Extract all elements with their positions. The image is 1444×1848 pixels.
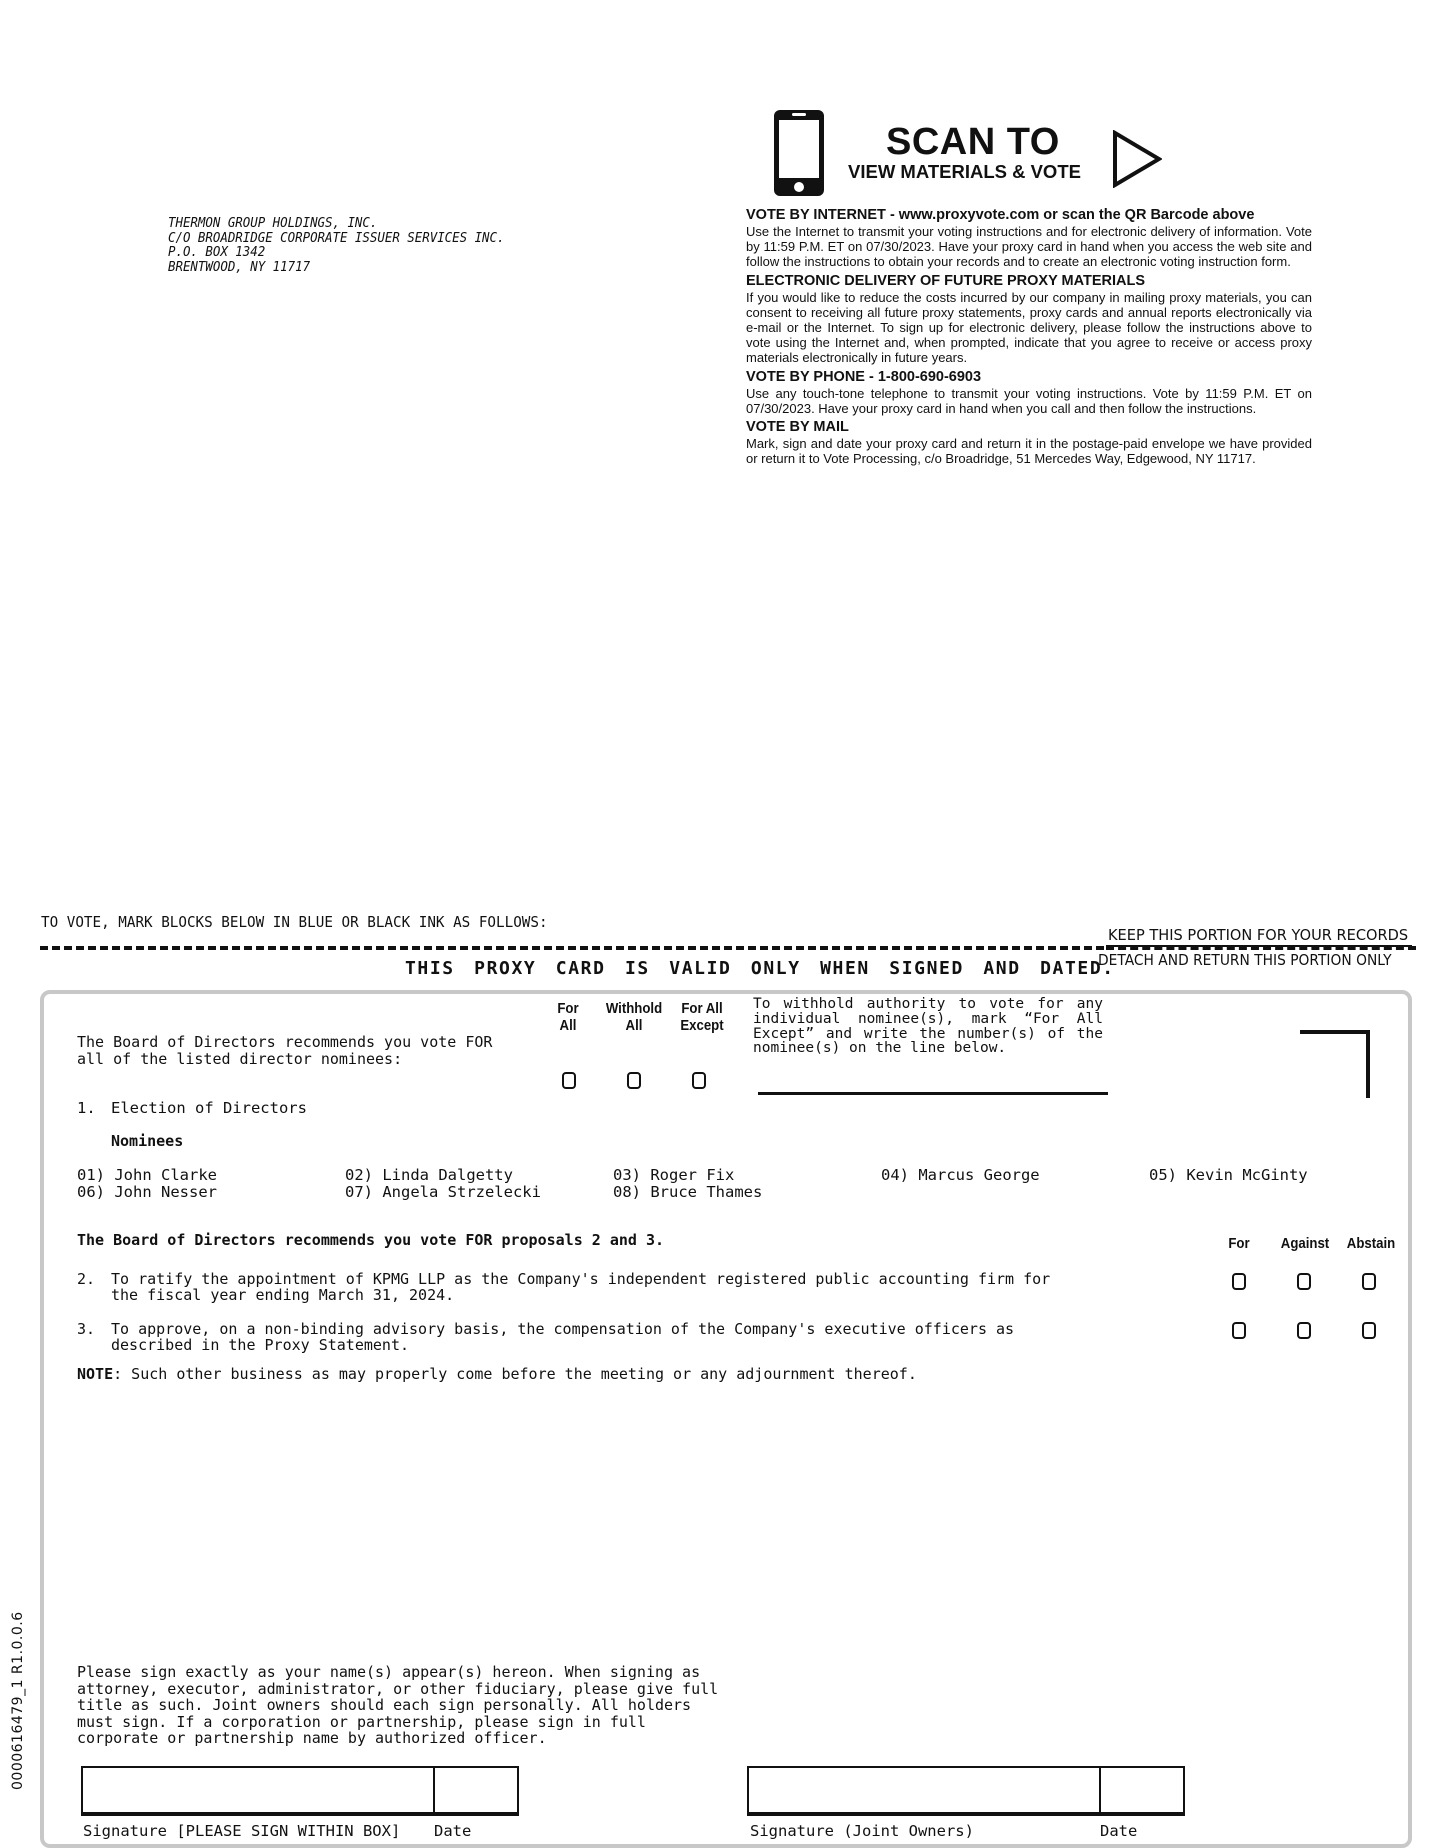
vote-phone-title: VOTE BY PHONE - 1-800-690-6903	[746, 368, 982, 385]
nominee: 07) Angela Strzelecki	[345, 1183, 541, 1201]
detach-portion-label: DETACH AND RETURN THIS PORTION ONLY	[1098, 951, 1392, 969]
scan-subtitle: VIEW MATERIALS & VOTE	[848, 161, 1081, 182]
detach-dashed-line	[40, 946, 1104, 950]
item-number: 3.	[77, 1320, 96, 1338]
address-line: THERMON GROUP HOLDINGS, INC.	[168, 215, 378, 231]
signing-instructions: Please sign exactly as your name(s) appear(s) hereon. When signing as attorney, executor, administrator, or other fiduciary, please give full title as such. Joint owners should each sign personally. All holders must sign. If a corporation or partnership, please sign in full corporate or partnership name by authorized officer.	[77, 1663, 719, 1748]
vote-mail-title: VOTE BY MAIL	[746, 419, 849, 436]
except-nominee-line[interactable]	[758, 1092, 1108, 1095]
board-recommendation-proposals: The Board of Directors recommends you vote FOR proposals 2 and 3.	[77, 1231, 664, 1249]
note-text: : Such other business as may properly come before the meeting or any adjournment thereof.	[113, 1365, 917, 1383]
election-label: Election of Directors	[111, 1099, 307, 1117]
proposal-2-against-checkbox[interactable]	[1297, 1273, 1311, 1290]
board-recommendation-directors: The Board of Directors recommends you vote FOR all of the listed director nominees:	[77, 1033, 493, 1068]
for-all-checkbox[interactable]	[562, 1072, 576, 1089]
proposal-2-abstain-checkbox[interactable]	[1362, 1273, 1376, 1290]
electronic-delivery-text: If you would like to reduce the costs incurred by our company in mailing proxy materials, you can consent to receiving all future proxy statements, proxy cards and annual reports electronically via e-mail or the Internet. To sign up for electronic delivery, please follow the instructions above to vote using the Internet and, when prompted, indicate that you agree to receive or access proxy materials electronically in future years.	[746, 289, 1312, 366]
nominee: 08) Bruce Thames	[613, 1183, 763, 1201]
proposal-3	[77, 1321, 1067, 1353]
joint-signature-date-divider	[1099, 1767, 1101, 1813]
address-line: BRENTWOOD, NY 11717	[168, 258, 311, 275]
proposal-2	[77, 1271, 1067, 1303]
address-line: C/O BROADRIDGE CORPORATE ISSUER SERVICES INC.	[168, 229, 505, 246]
withhold-all-checkbox[interactable]	[627, 1072, 641, 1089]
valid-notice: THIS PROXY CARD IS VALID ONLY WHEN SIGNED AND DATED.	[405, 958, 1115, 979]
nominee: 04) Marcus George	[881, 1166, 1040, 1184]
vote-internet-title: VOTE BY INTERNET - www.proxyvote.com or scan the QR Barcode above	[746, 207, 1255, 223]
nominee: 02) Linda Dalgetty	[345, 1166, 513, 1184]
vote-internet-text: Use the Internet to transmit your voting instructions and for electronic delivery of information. Vote by 11:59 P.M. ET on 07/30/2023. Have your proxy card in hand when you access the web site and follow the instructions to obtain your records and to create an electronic voting instruction form.	[746, 224, 1312, 270]
form-code: 0000616479_1 R1.0.0.6	[10, 1611, 26, 1790]
voting-instructions	[746, 207, 1312, 469]
joint-signature-label: Signature (Joint Owners)	[750, 1822, 974, 1840]
note-label: NOTE	[77, 1365, 114, 1383]
registration-corner-mark	[1300, 1030, 1370, 1098]
nominee: 03) Roger Fix	[613, 1166, 735, 1184]
signature-date-divider	[433, 1767, 435, 1813]
proposal-2-text: To ratify the appointment of KPMG LLP as the Company's independent registered public accounting firm for the fiscal year ending March 31, 2024.	[111, 1270, 1051, 1304]
nominees-header: Nominees	[111, 1132, 184, 1150]
detach-dashed-line	[1106, 946, 1416, 950]
withhold-instructions: To withhold authority to vote for any individual nominee(s), mark “For All Except” and write the number(s) of the nominee(s) on the line below.	[753, 996, 1103, 1057]
date-label: Date	[434, 1822, 472, 1840]
col-withhold-all: Withhold All	[605, 1000, 663, 1034]
scan-title: SCAN TO	[886, 121, 1060, 163]
nominee: 06) John Nesser	[77, 1183, 217, 1201]
col-abstain: Abstain	[1346, 1235, 1396, 1252]
return-address	[168, 216, 504, 274]
address-line: P.O. BOX 1342	[168, 244, 266, 260]
proposal-3-abstain-checkbox[interactable]	[1362, 1322, 1376, 1339]
play-arrow-icon	[1112, 130, 1162, 188]
joint-date-label: Date	[1100, 1822, 1138, 1840]
nominee: 01) John Clarke	[77, 1166, 217, 1184]
signature-label: Signature [PLEASE SIGN WITHIN BOX]	[83, 1822, 401, 1840]
marking-instructions: TO VOTE, MARK BLOCKS BELOW IN BLUE OR BLACK INK AS FOLLOWS:	[41, 913, 548, 931]
proposal-3-against-checkbox[interactable]	[1297, 1322, 1311, 1339]
nominee: 05) Kevin McGinty	[1149, 1166, 1308, 1184]
col-for-all: For All	[557, 1000, 579, 1034]
proposal-3-text: To approve, on a non-binding advisory basis, the compensation of the Company's executive officers as described in the Proxy Statement.	[111, 1320, 1015, 1354]
keep-portion-label: KEEP THIS PORTION FOR YOUR RECORDS	[1108, 926, 1409, 944]
election-of-directors	[77, 1099, 307, 1117]
proposal-3-for-checkbox[interactable]	[1232, 1322, 1246, 1339]
electronic-delivery-title: ELECTRONIC DELIVERY OF FUTURE PROXY MATERIALS	[746, 272, 1146, 289]
item-number: 2.	[77, 1270, 96, 1288]
item-number: 1.	[77, 1099, 96, 1117]
proposal-2-for-checkbox[interactable]	[1232, 1273, 1246, 1290]
col-against: Against	[1280, 1235, 1330, 1252]
vote-phone-text: Use any touch-tone telephone to transmit your voting instructions. Vote by 11:59 P.M. ET on 07/30/2023. Have your proxy card in hand when you call and then follow the instructions.	[746, 385, 1312, 416]
for-all-except-checkbox[interactable]	[692, 1072, 706, 1089]
phone-icon	[772, 108, 826, 198]
note	[77, 1365, 917, 1383]
col-for: For	[1228, 1235, 1250, 1252]
vote-mail-text: Mark, sign and date your proxy card and return it in the postage-paid envelope we have provided or return it to Vote Processing, c/o Broadridge, 51 Mercedes Way, Edgewood, NY 11717.	[746, 436, 1312, 467]
col-for-all-except: For All Except	[680, 1000, 724, 1034]
joint-signature-box[interactable]	[747, 1766, 1185, 1816]
signature-box[interactable]	[81, 1766, 519, 1816]
